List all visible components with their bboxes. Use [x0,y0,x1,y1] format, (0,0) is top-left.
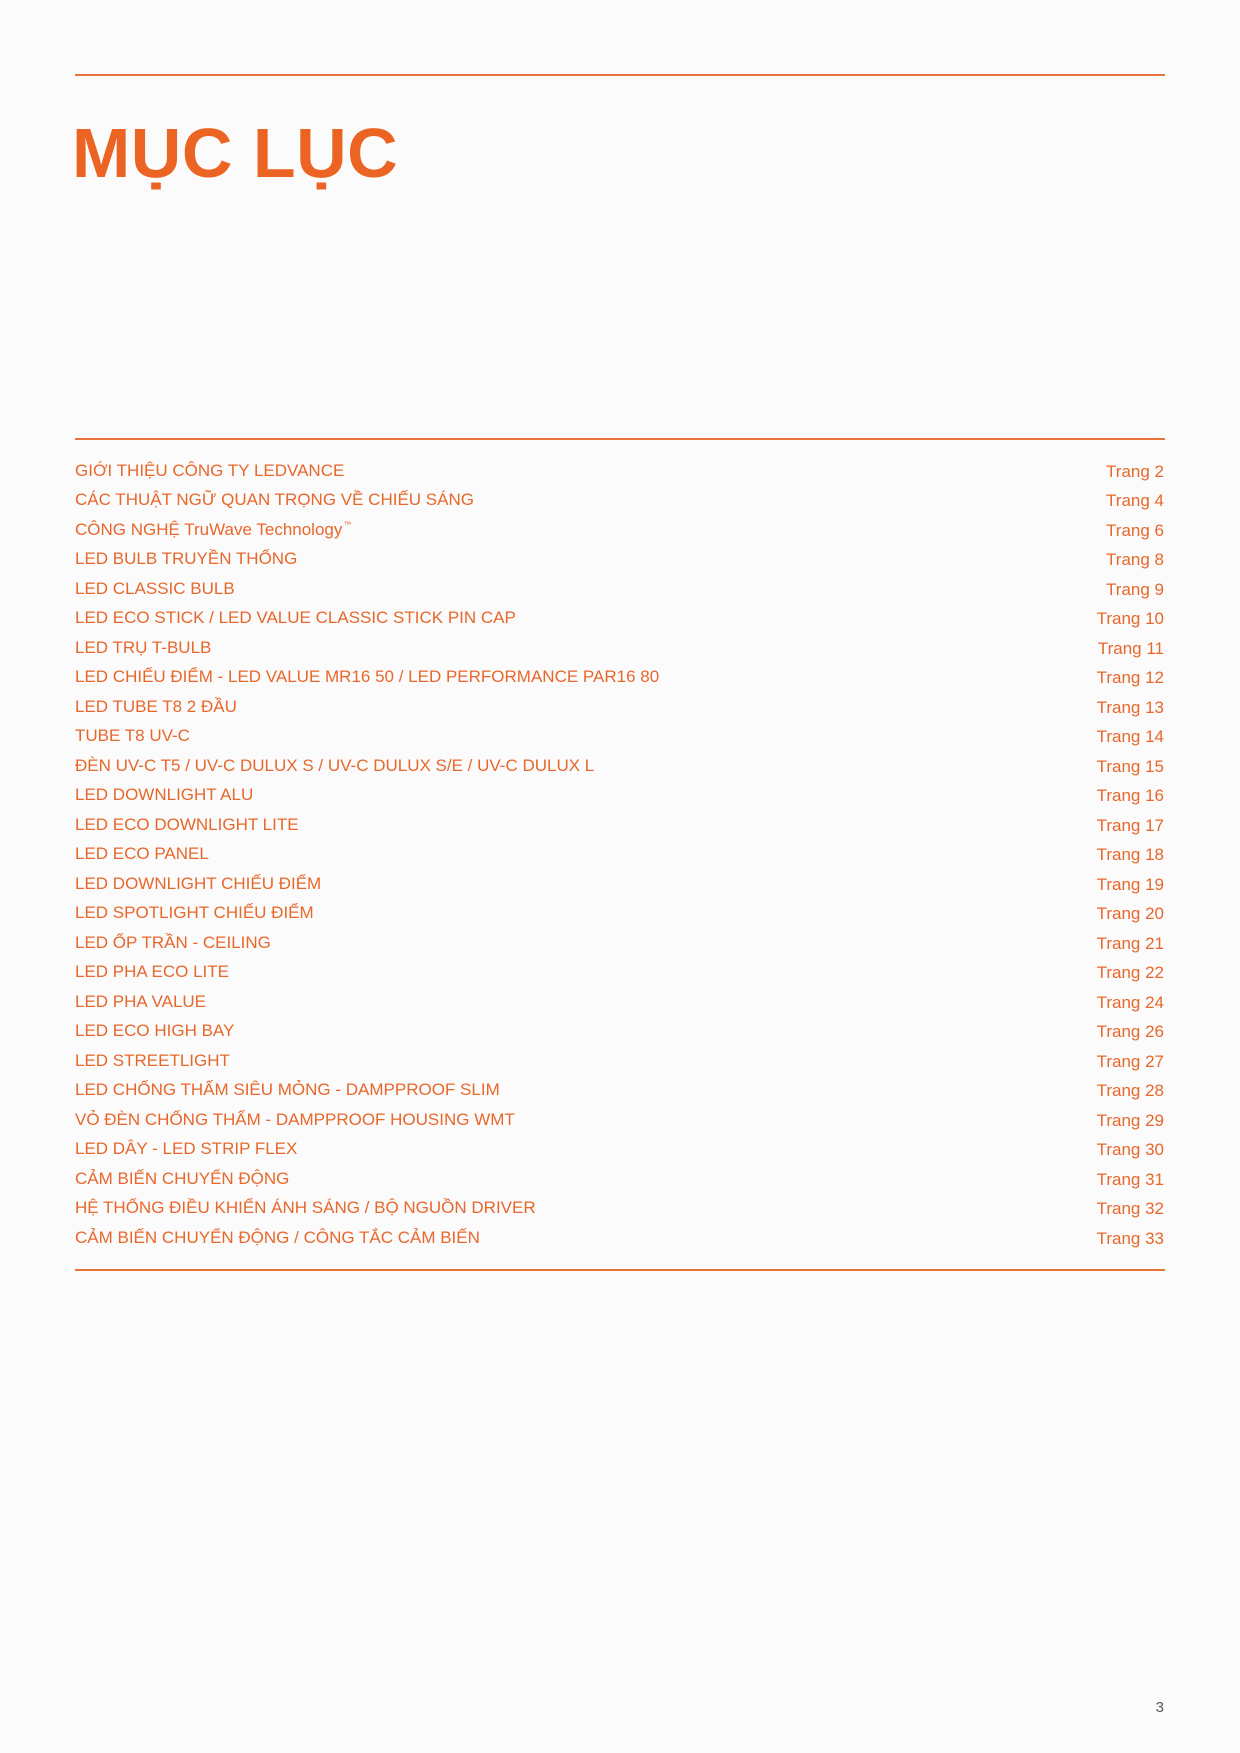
toc-entry-label [75,815,299,835]
toc-entry[interactable] [75,515,1164,545]
toc-entry-page: Trang 29 [1096,1110,1164,1130]
toc-entry-label [75,579,235,599]
toc-entry-label [75,785,253,805]
toc-entry-title: CÁC THUẬT NGỮ QUAN TRỌNG VỀ CHIẾU SÁNG [75,490,474,510]
toc-entry-label [75,1051,230,1071]
toc-entry-page: Trang 28 [1096,1081,1164,1101]
toc-entry-page: Trang 13 [1096,697,1164,717]
toc-entry-title: GIỚI THIỆU CÔNG TY LEDVANCE [75,460,345,480]
toc-entry-label [75,608,516,628]
toc-entry-title: LED DÂY - LED STRIP FLEX [75,1139,298,1159]
toc-entry-page: Trang 14 [1096,727,1164,747]
toc-entry[interactable] [75,781,1164,811]
toc-entry[interactable] [75,545,1164,575]
toc-entry-title: VỎ ĐÈN CHỐNG THẤM - DAMPPROOF HOUSING WMT [75,1109,515,1129]
toc-entry-page: Trang 27 [1096,1051,1164,1071]
toc-entry-page: Trang 6 [1106,520,1164,540]
toc-entry[interactable] [75,1194,1164,1224]
toc-entry[interactable] [75,1105,1164,1135]
toc-entry[interactable] [75,663,1164,693]
toc-entry[interactable] [75,1135,1164,1165]
toc-entry-label [75,638,211,658]
toc-entry-label [75,962,229,982]
toc-entry[interactable] [75,869,1164,899]
page-number: 3 [1155,1699,1164,1716]
toc-top-divider [75,438,1165,440]
toc-entry-title: LED PHA VALUE [75,991,207,1011]
toc-entry-title: ĐÈN UV-C T5 / UV-C DULUX S / UV-C DULUX S/E / UV-C DULUX L [75,755,595,775]
toc-bottom-divider [75,1269,1165,1271]
toc-entry-label [75,903,314,923]
toc-entry-page: Trang 12 [1096,668,1164,688]
toc-entry-page: Trang 30 [1096,1140,1164,1160]
toc-entry-title: TUBE T8 UV-C [75,726,190,746]
page-title: MỤC LỤC [72,114,399,192]
toc-entry-page: Trang 11 [1097,638,1164,658]
toc-entry-page: Trang 18 [1096,845,1164,865]
toc-entry-title: LED ECO PANEL [75,844,209,864]
table-of-contents [75,456,1164,1253]
toc-entry-page: Trang 33 [1096,1228,1164,1248]
toc-entry-title: LED ECO DOWNLIGHT LITE [75,814,299,834]
toc-entry-label [75,1139,297,1159]
toc-entry-page: Trang 31 [1096,1169,1164,1189]
toc-entry-label [75,461,344,481]
toc-entry-label [75,726,190,746]
toc-entry-page: Trang 19 [1096,874,1164,894]
toc-entry-page: Trang 24 [1096,992,1164,1012]
toc-entry[interactable] [75,1046,1164,1076]
toc-entry-title: LED CHIẾU ĐIỂM - LED VALUE MR16 50 / LED PERFORMANCE PAR16 80 [75,667,660,687]
toc-entry-label [75,1080,500,1100]
toc-entry-page: Trang 8 [1106,550,1164,570]
toc-entry[interactable] [75,751,1164,781]
toc-entry-label [75,756,594,776]
toc-entry-title: LED TUBE T8 2 ĐẦU [75,696,237,716]
toc-entry-label [75,1198,536,1218]
toc-entry-title: CÔNG NGHỆ TruWave Technology [75,519,343,539]
toc-entry[interactable] [75,1223,1164,1253]
toc-entry-title: LED ECO STICK / LED VALUE CLASSIC STICK PIN CAP [75,608,516,628]
toc-entry[interactable] [75,633,1164,663]
toc-entry[interactable] [75,456,1164,486]
toc-entry-page: Trang 15 [1096,756,1164,776]
toc-entry-label [75,549,297,569]
toc-entry[interactable] [75,928,1164,958]
toc-entry-title: LED CLASSIC BULB [75,578,235,598]
toc-entry-label [75,490,474,510]
toc-entry[interactable] [75,810,1164,840]
toc-entry-title: LED TRỤ T-BULB [75,637,212,657]
toc-entry-page: Trang 10 [1096,609,1164,629]
toc-entry[interactable] [75,574,1164,604]
toc-entry-title: CẢM BIẾN CHUYỂN ĐỘNG / CÔNG TẮC CẢM BIẾN [75,1227,480,1247]
toc-entry-page: Trang 20 [1096,904,1164,924]
toc-entry-page: Trang 26 [1096,1022,1164,1042]
toc-entry-title: LED CHỐNG THẤM SIÊU MỎNG - DAMPPROOF SLIM [75,1080,500,1100]
toc-entry-page: Trang 16 [1096,786,1164,806]
toc-entry-page: Trang 21 [1096,933,1164,953]
toc-entry-label [75,697,237,717]
toc-entry-label [75,933,271,953]
toc-entry[interactable] [75,840,1164,870]
toc-entry[interactable] [75,692,1164,722]
toc-entry-page: Trang 22 [1096,963,1164,983]
toc-entry-label [75,844,209,864]
toc-entry-title: HỆ THỐNG ĐIỀU KHIỂN ÁNH SÁNG / BỘ NGUỒN DRIVER [75,1198,536,1218]
toc-entry[interactable] [75,1017,1164,1047]
toc-entry-title: LED STREETLIGHT [75,1050,230,1070]
toc-entry[interactable] [75,1076,1164,1106]
toc-entry[interactable] [75,987,1164,1017]
toc-entry-title: LED DOWNLIGHT ALU [75,785,254,805]
trademark-symbol: ™ [343,519,352,529]
toc-entry[interactable] [75,958,1164,988]
toc-entry-title: LED BULB TRUYỀN THỐNG [75,549,298,569]
toc-entry-label [75,1110,515,1130]
toc-entry-label [75,520,351,540]
toc-entry-label [75,992,206,1012]
toc-entry-label [75,1021,234,1041]
toc-entry-page: Trang 2 [1106,461,1164,481]
toc-entry-page: Trang 9 [1106,579,1164,599]
toc-entry[interactable] [75,486,1164,516]
toc-entry-title: LED ECO HIGH BAY [75,1021,235,1041]
toc-entry[interactable] [75,722,1164,752]
toc-entry-page: Trang 17 [1096,815,1164,835]
toc-entry-page: Trang 4 [1106,491,1164,511]
top-divider [75,74,1165,76]
toc-entry-title: CẢM BIẾN CHUYỂN ĐỘNG [75,1168,290,1188]
toc-entry-title: LED ỐP TRẦN - CEILING [75,932,271,952]
toc-entry-label [75,667,659,687]
toc-entry-title: LED PHA ECO LITE [75,962,229,982]
toc-entry[interactable] [75,604,1164,634]
toc-entry-label [75,1228,480,1248]
toc-entry-title: LED DOWNLIGHT CHIẾU ĐIỂM [75,873,322,893]
toc-entry[interactable] [75,899,1164,929]
toc-entry-label [75,1169,289,1189]
toc-entry[interactable] [75,1164,1164,1194]
toc-entry-page: Trang 32 [1096,1199,1164,1219]
toc-entry-title: LED SPOTLIGHT CHIẾU ĐIỂM [75,903,314,923]
toc-entry-label [75,874,321,894]
